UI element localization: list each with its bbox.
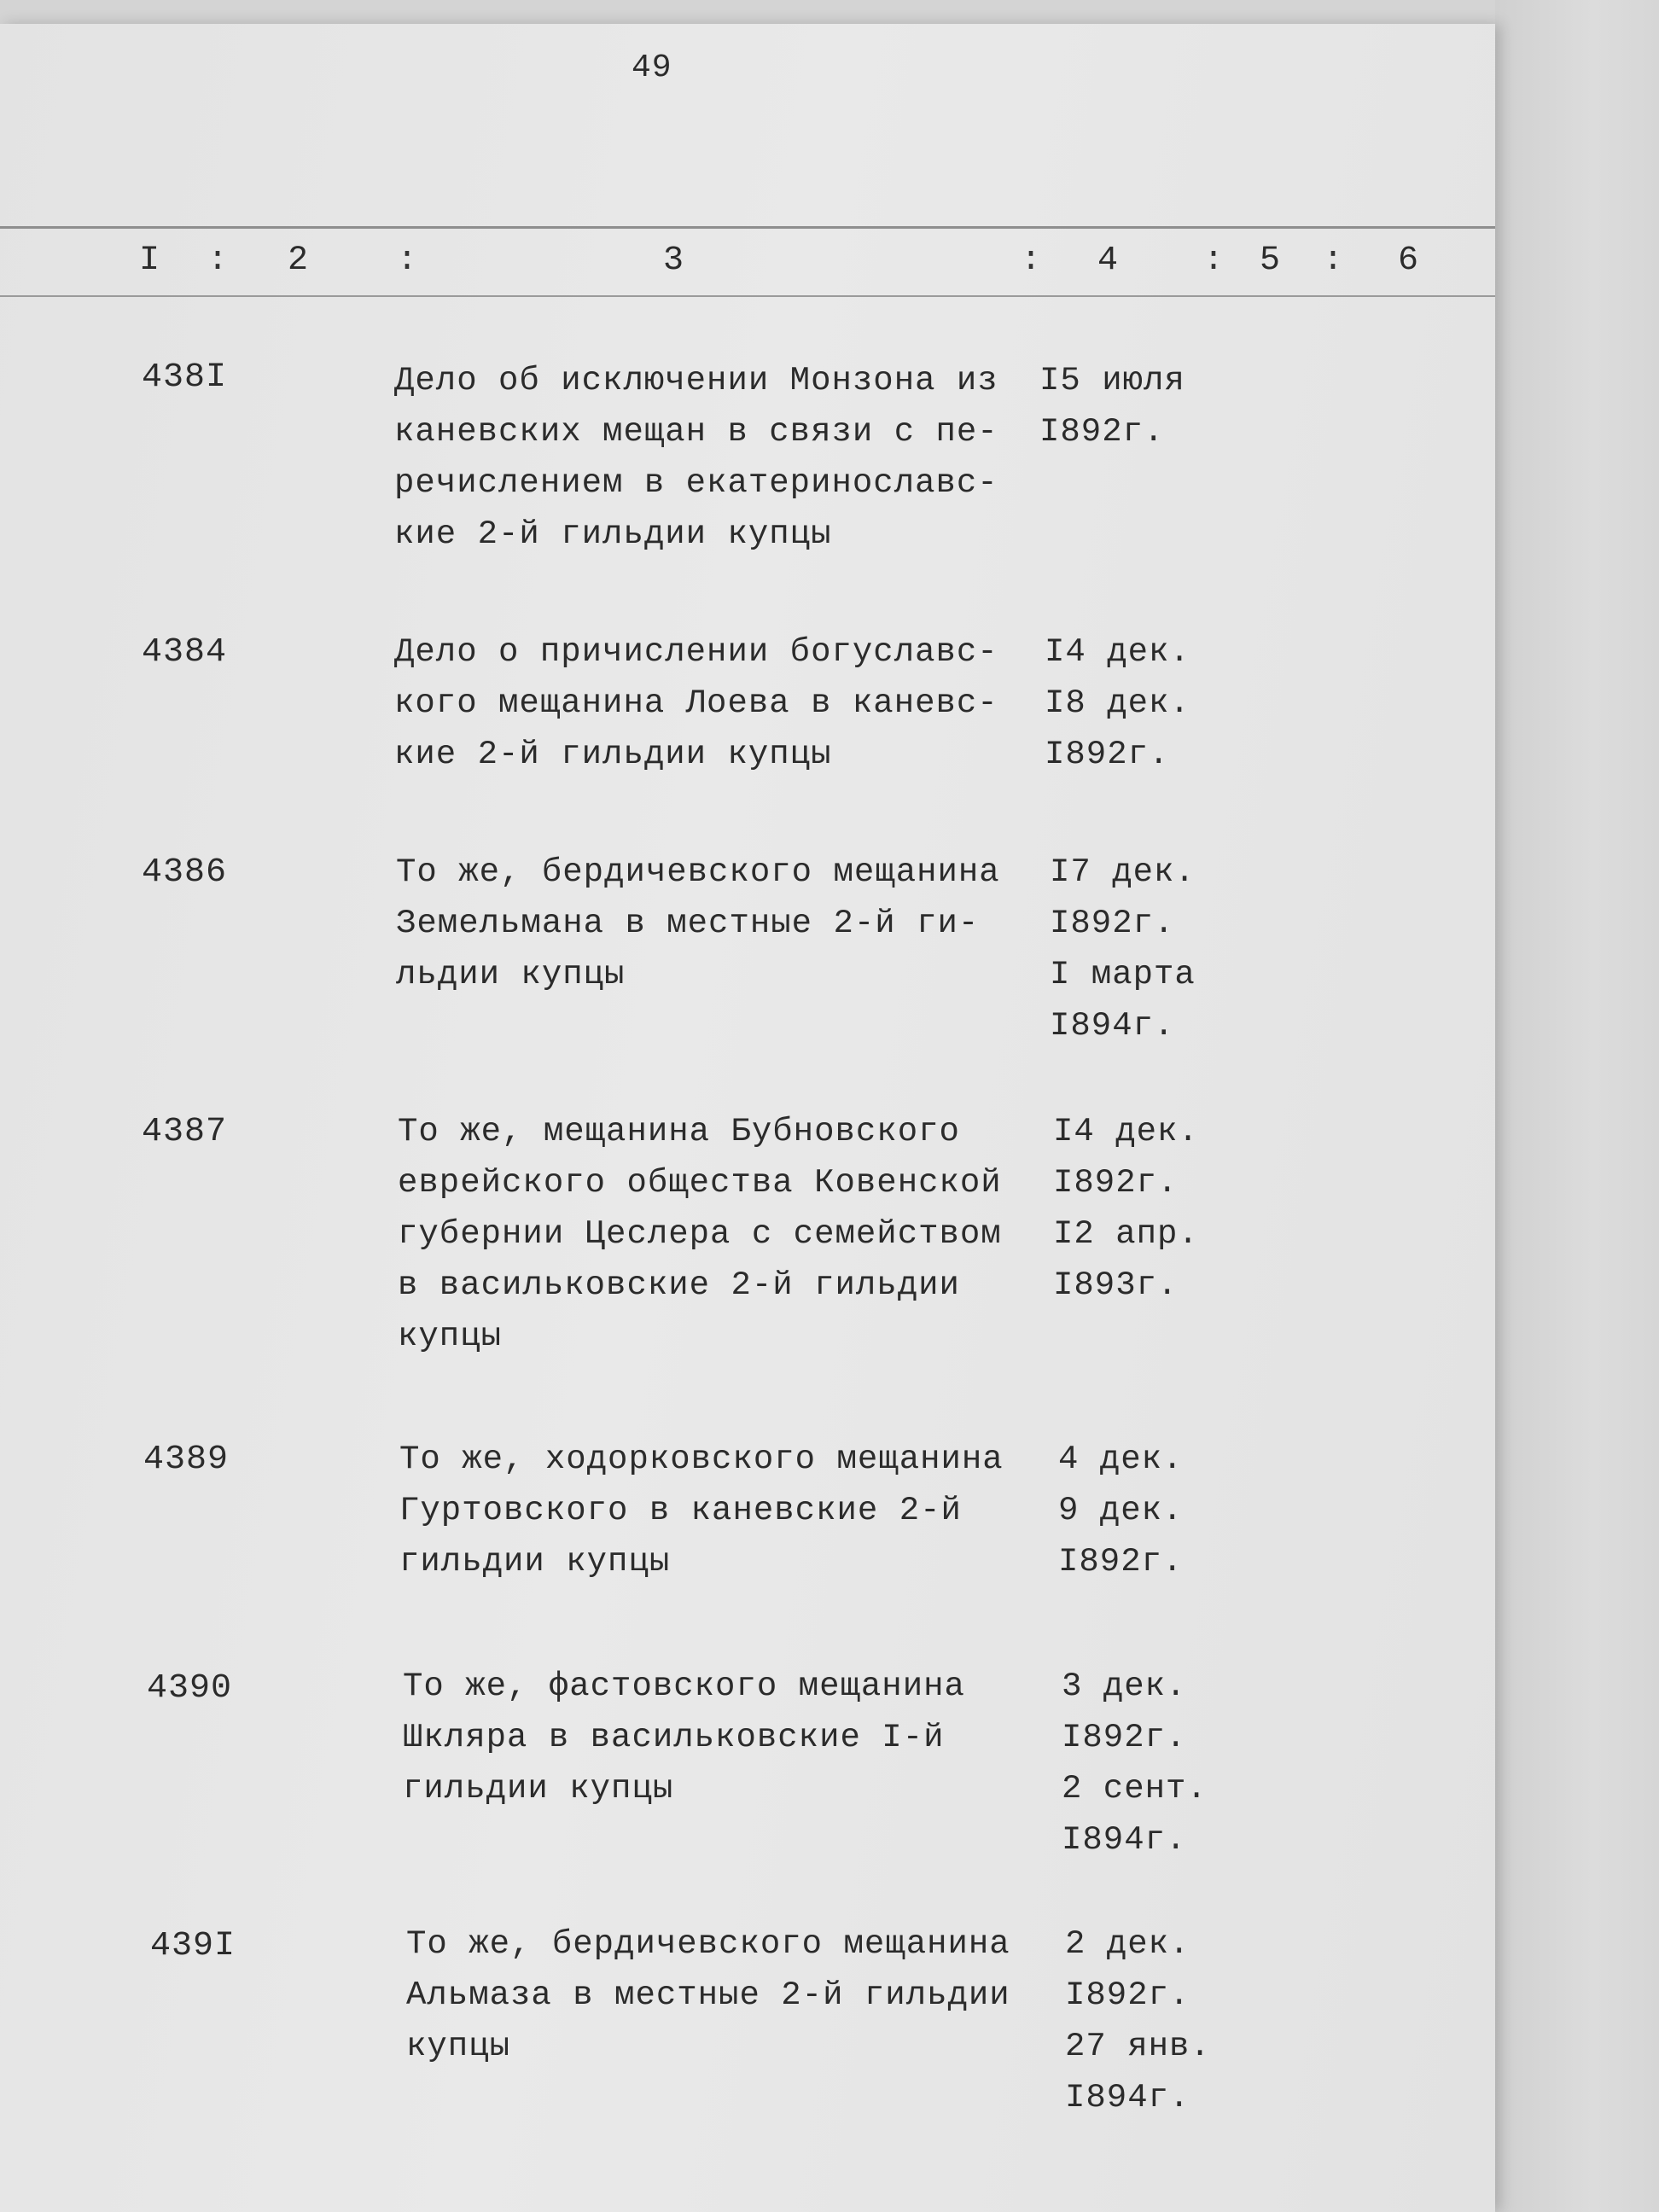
date-line: I892г. — [1045, 736, 1170, 773]
entry-number: 438I — [142, 358, 228, 397]
entry-dates — [1039, 355, 1185, 457]
description-line: купцы — [406, 2028, 511, 2065]
description-line: кие 2-й гильдии купцы — [394, 515, 832, 553]
description-line: Земельмана в местные 2-й ги- — [396, 905, 980, 942]
description-line: Дело о причислении богуславс- — [394, 633, 998, 671]
entry-number: 439I — [150, 1927, 236, 1965]
background-surface — [1495, 0, 1659, 2212]
description-line: Дело об исключении Монзона из — [394, 362, 998, 399]
description-line: То же, фастовского мещанина — [403, 1668, 965, 1705]
description-line: То же, бердичевского мещанина — [406, 1925, 1010, 1963]
date-line: I894г. — [1050, 1007, 1175, 1045]
date-line: I4 дек. — [1045, 633, 1190, 671]
date-line: I7 дек. — [1050, 853, 1196, 891]
date-line: I5 июля — [1039, 362, 1185, 399]
column-header-4: 4 — [1097, 242, 1119, 280]
entry-description — [394, 626, 998, 780]
entry-dates — [1045, 626, 1190, 780]
description-line: Шкляра в васильковские I-й — [403, 1719, 945, 1756]
entry-number: 4387 — [142, 1113, 228, 1151]
column-header-3: 3 — [663, 242, 684, 280]
entry-number: 4384 — [142, 633, 228, 672]
entry-description — [394, 355, 998, 560]
column-separator: : — [1021, 242, 1042, 280]
date-line: 4 дек. — [1058, 1441, 1184, 1478]
header-rule-top — [0, 226, 1495, 229]
header-rule-bottom — [0, 295, 1495, 297]
date-line: 3 дек. — [1062, 1668, 1187, 1705]
entry-dates — [1065, 1918, 1211, 2123]
description-line: льдии купцы — [396, 956, 626, 993]
column-separator: : — [207, 242, 229, 280]
description-line: речислением в екатеринославс- — [394, 464, 998, 502]
date-line: 9 дек. — [1058, 1492, 1184, 1529]
entry-dates — [1062, 1661, 1208, 1866]
entry-dates — [1058, 1434, 1183, 1587]
entry-dates — [1050, 847, 1196, 1051]
entry-description — [399, 1434, 1004, 1587]
description-line: То же, мещанина Бубновского — [398, 1113, 960, 1150]
column-separator: : — [1323, 242, 1344, 280]
entry-number: 4390 — [147, 1669, 233, 1708]
description-line: кие 2-й гильдии купцы — [394, 736, 832, 773]
entry-dates — [1053, 1106, 1199, 1311]
description-line: губернии Цеслера с семейством — [398, 1215, 1002, 1253]
column-header-2: 2 — [288, 242, 309, 280]
description-line: Гуртовского в каневские 2-й — [399, 1492, 962, 1529]
date-line: 27 янв. — [1065, 2028, 1211, 2065]
description-line: гильдии купцы — [403, 1770, 674, 1807]
date-line: 2 сент. — [1062, 1770, 1208, 1807]
date-line: I892г. — [1065, 1976, 1190, 2014]
column-separator: : — [1203, 242, 1225, 280]
date-line: I894г. — [1065, 2079, 1190, 2116]
page-number: 49 — [632, 49, 672, 86]
date-line: I893г. — [1053, 1266, 1179, 1304]
description-line: гильдии купцы — [399, 1543, 671, 1580]
date-line: I4 дек. — [1053, 1113, 1199, 1150]
description-line: еврейского общества Ковенской — [398, 1164, 1002, 1202]
column-header-5: 5 — [1260, 242, 1281, 280]
description-line: в васильковские 2-й гильдии — [398, 1266, 960, 1304]
entry-description — [396, 847, 1000, 1000]
column-header-1: I — [139, 242, 160, 280]
column-separator: : — [397, 242, 418, 280]
date-line: I марта — [1050, 956, 1196, 993]
date-line: I892г. — [1062, 1719, 1187, 1756]
entry-description — [403, 1661, 965, 1814]
entry-description — [398, 1106, 1002, 1362]
description-line: кого мещанина Лоева в каневс- — [394, 684, 998, 722]
description-line: Альмаза в местные 2-й гильдии — [406, 1976, 1010, 2014]
date-line: I8 дек. — [1045, 684, 1190, 722]
date-line: I894г. — [1062, 1821, 1187, 1859]
entry-number: 4389 — [143, 1441, 230, 1479]
date-line: I892г. — [1050, 905, 1175, 942]
date-line: 2 дек. — [1065, 1925, 1190, 1963]
date-line: I892г. — [1053, 1164, 1179, 1202]
entry-description — [406, 1918, 1010, 2072]
description-line: каневских мещан в связи с пе- — [394, 413, 998, 451]
date-line: I892г. — [1058, 1543, 1184, 1580]
entry-number: 4386 — [142, 853, 228, 892]
date-line: I892г. — [1039, 413, 1165, 451]
description-line: То же, ходорковского мещанина — [399, 1441, 1004, 1478]
date-line: I2 апр. — [1053, 1215, 1199, 1253]
column-header-6: 6 — [1398, 242, 1419, 280]
description-line: То же, бердичевского мещанина — [396, 853, 1000, 891]
description-line: купцы — [398, 1318, 503, 1355]
